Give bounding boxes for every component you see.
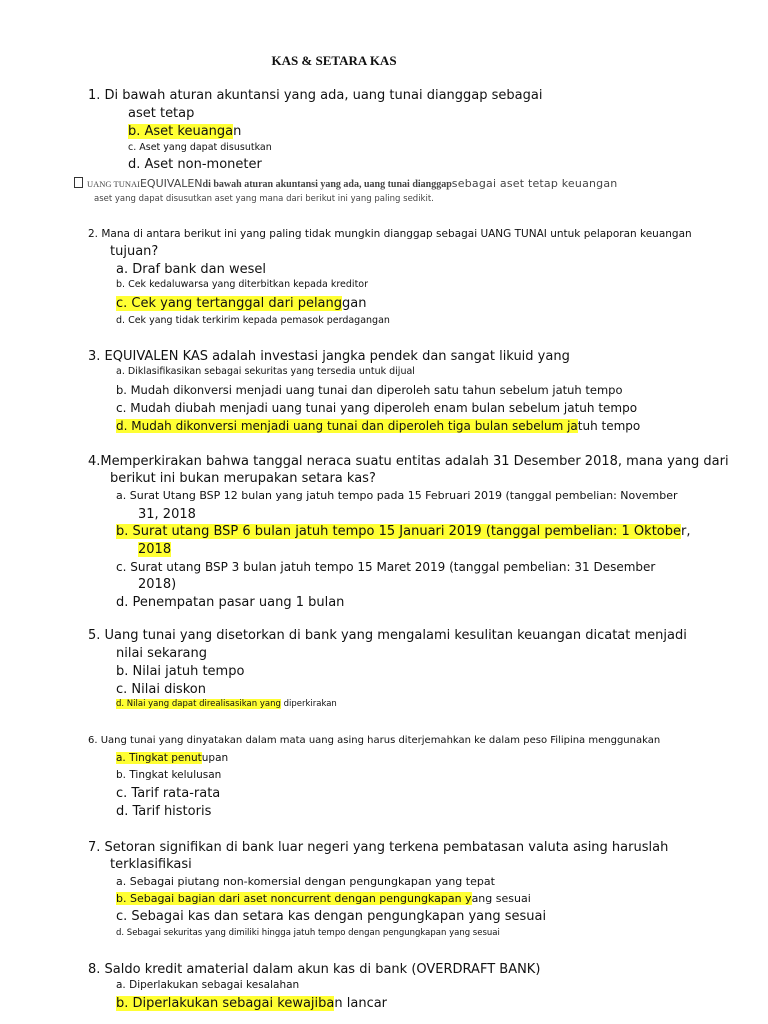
q1-option-a: aset tetap bbox=[128, 106, 195, 121]
q4-option-b-cont: 2018 bbox=[138, 542, 172, 557]
q1-option-b: b. Aset keuangan bbox=[128, 124, 242, 139]
answer-highlight: c. Cek yang tertanggal dari pelang bbox=[116, 296, 343, 311]
q7-option-d: d. Sebagai sekuritas yang dimiliki hingga jatuh tempo dengan pengungkapan yang sesuai bbox=[116, 928, 500, 938]
question-4: 4.Memperkirakan bahwa tanggal neraca suatu entitas adalah 31 Desember 2018, mana yang dari bbox=[88, 454, 729, 469]
q3-option-c: c. Mudah diubah menjadi uang tunai yang diperoleh enam bulan sebelum jatuh tempo bbox=[116, 401, 638, 415]
q6-option-d: d. Tarif historis bbox=[116, 804, 212, 819]
question-1: 1. Di bawah aturan akuntansi yang ada, uang tunai dianggap sebagai bbox=[88, 88, 543, 103]
question-6: 6. Uang tunai yang dinyatakan dalam mata uang asing harus diterjemahkan ke dalam peso Filipina menggunakan bbox=[88, 735, 661, 746]
q7-option-b: b. Sebagai bagian dari aset noncurrent dengan pengungkapan yang sesuai bbox=[116, 892, 531, 905]
q1-option-c: c. Aset yang dapat disusutkan bbox=[128, 142, 272, 153]
answer-highlight: d. Nilai yang dapat direalisasikan yang bbox=[116, 699, 281, 709]
answer-highlight: b. Surat utang BSP 6 bulan jatuh tempo 15 Januari 2019 (tanggal pembelian: 1 Oktobe bbox=[116, 524, 681, 539]
q8-option-b: b. Diperlakukan sebagai kewajiban lancar bbox=[116, 996, 388, 1011]
garbled-note: UANG TUNAIEQUIVALENdi bawah aturan akuntansi yang ada, uang tunai dianggapsebagai aset tetap keuangan bbox=[74, 177, 617, 191]
q5-option-c: c. Nilai diskon bbox=[116, 682, 206, 697]
question-7-cont: terklasifikasi bbox=[110, 857, 192, 872]
q4-option-a: a. Surat Utang BSP 12 bulan yang jatuh tempo pada 15 Februari 2019 (tanggal pembelian: November bbox=[116, 489, 678, 502]
q1-option-d: d. Aset non-moneter bbox=[128, 157, 262, 172]
q3-option-a: a. Diklasifikasikan sebagai sekuritas yang tersedia untuk dijual bbox=[116, 366, 415, 377]
q7-option-c: c. Sebagai kas dan setara kas dengan pengungkapan yang sesuai bbox=[116, 909, 547, 924]
question-8: 8. Saldo kredit amaterial dalam akun kas di bank (OVERDRAFT BANK) bbox=[88, 962, 541, 977]
q4-option-a-cont: 31, 2018 bbox=[138, 507, 196, 522]
garbled-note-line2: aset yang dapat disusutkan aset yang mana dari berikut ini yang paling sedikit. bbox=[94, 194, 434, 204]
question-4-cont: berikut ini bukan merupakan setara kas? bbox=[110, 471, 376, 486]
page-title: KAS & SETARA KAS bbox=[271, 53, 397, 68]
answer-highlight: b. Diperlakukan sebagai kewajiba bbox=[116, 996, 335, 1011]
q6-option-b: b. Tingkat kelulusan bbox=[116, 769, 222, 781]
q5-option-d: d. Nilai yang dapat direalisasikan yang diperkirakan bbox=[116, 699, 337, 709]
answer-highlight: d. Mudah dikonversi menjadi uang tunai dan diperoleh tiga bulan sebelum ja bbox=[116, 419, 578, 433]
answer-highlight: a. Tingkat penut bbox=[116, 752, 202, 764]
q2-option-b: b. Cek kedaluwarsa yang diterbitkan kepada kreditor bbox=[116, 279, 369, 290]
q2-option-d: d. Cek yang tidak terkirim kepada pemasok perdagangan bbox=[116, 315, 390, 326]
q6-option-c: c. Tarif rata-rata bbox=[116, 786, 221, 801]
q5-option-a: nilai sekarang bbox=[116, 646, 208, 661]
answer-highlight: b. Sebagai bagian dari aset noncurrent dengan pengungkapan y bbox=[116, 892, 472, 905]
question-7: 7. Setoran signifikan di bank luar negeri yang terkena pembatasan valuta asing haruslah bbox=[88, 840, 669, 855]
q4-option-b: b. Surat utang BSP 6 bulan jatuh tempo 15 Januari 2019 (tanggal pembelian: 1 Oktober, bbox=[116, 524, 691, 539]
q7-option-a: a. Sebagai piutang non-komersial dengan pengungkapan yang tepat bbox=[116, 875, 495, 888]
question-5: 5. Uang tunai yang disetorkan di bank yang mengalami kesulitan keuangan dicatat menjadi bbox=[88, 628, 687, 643]
question-2-cont: tujuan? bbox=[110, 244, 159, 259]
answer-highlight: b. Aset keuanga bbox=[128, 124, 234, 139]
q2-option-c: c. Cek yang tertanggal dari pelanggan bbox=[116, 296, 367, 311]
q4-option-d: d. Penempatan pasar uang 1 bulan bbox=[116, 595, 345, 610]
q3-option-d: d. Mudah dikonversi menjadi uang tunai dan diperoleh tiga bulan sebelum jatuh tempo bbox=[116, 419, 641, 433]
q8-option-a: a. Diperlakukan sebagai kesalahan bbox=[116, 979, 300, 991]
checkbox-icon bbox=[74, 177, 83, 188]
question-3: 3. EQUIVALEN KAS adalah investasi jangka pendek dan sangat likuid yang bbox=[88, 349, 570, 364]
question-2: 2. Mana di antara berikut ini yang paling tidak mungkin dianggap sebagai UANG TUNAI untuk pelaporan keuangan bbox=[88, 228, 692, 240]
q4-option-c-cont: 2018) bbox=[138, 577, 177, 592]
q4-option-c: c. Surat utang BSP 3 bulan jatuh tempo 15 Maret 2019 (tanggal pembelian: 31 Desember bbox=[116, 560, 656, 574]
q3-option-b: b. Mudah dikonversi menjadi uang tunai dan diperoleh satu tahun sebelum jatuh tempo bbox=[116, 383, 623, 397]
q2-option-a: a. Draf bank dan wesel bbox=[116, 262, 266, 277]
q6-option-a: a. Tingkat penutupan bbox=[116, 752, 229, 764]
q5-option-b: b. Nilai jatuh tempo bbox=[116, 664, 245, 679]
